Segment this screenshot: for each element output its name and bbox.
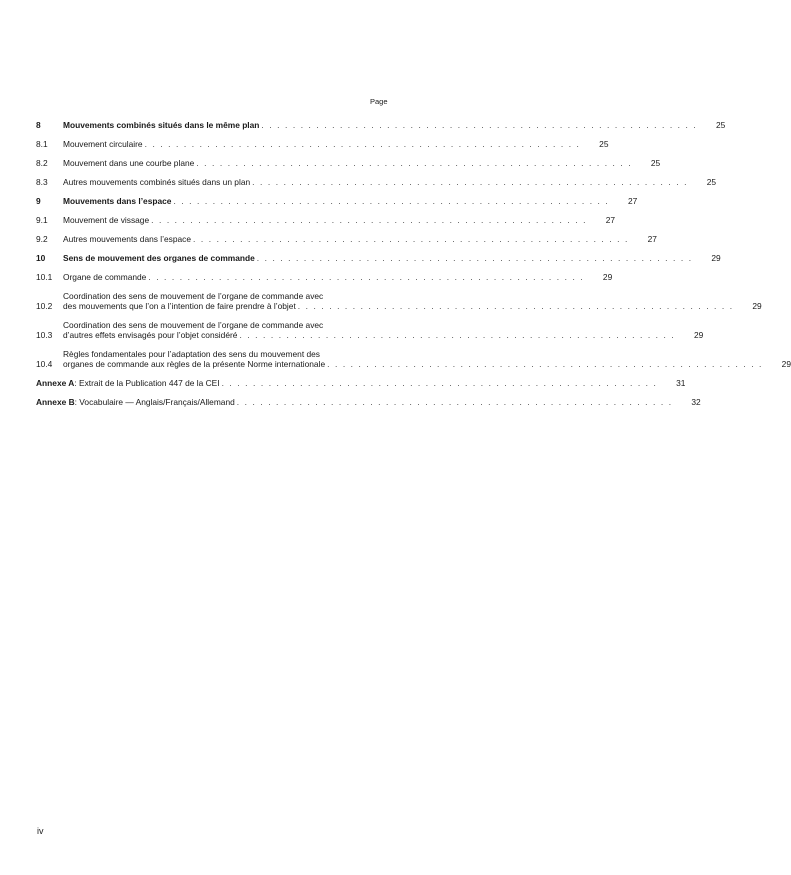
toc-entry-number: 9.1 (36, 215, 48, 225)
toc-entry-body (63, 177, 717, 187)
dot-leader: . . . . . . . . . . . . . . . . . . . . . . . . . . . . . . . . . . . . . . . . . . . . . . . . . . . . . . . . (221, 378, 658, 388)
toc-entry-number: 10.3 (36, 330, 53, 340)
toc-entry-page: 29 (602, 272, 613, 282)
toc-entry-page: 25 (650, 158, 661, 168)
toc-entry (36, 378, 686, 388)
toc-entry-page: 29 (781, 359, 791, 369)
toc-entry-body (63, 215, 616, 225)
toc-entry-title: : Extrait de la Publication 447 de la CEI (74, 378, 220, 388)
toc-entry (36, 320, 704, 340)
toc-entry-number: 10.4 (36, 359, 53, 369)
page-number: iv (37, 826, 44, 836)
toc-entry-number: 9.2 (36, 234, 48, 244)
toc-entry-title: Règles fondamentales pour l’adaptation des sens du mouvement des (63, 349, 320, 359)
toc-entry-page: 32 (691, 397, 701, 407)
toc-entry (36, 397, 701, 407)
toc-entry-body (63, 291, 762, 311)
dot-leader: . . . . . . . . . . . . . . . . . . . . . . . . . . . . . . . . . . . . . . . . . . . . . . . . . . . . . . . . (297, 301, 734, 311)
toc-entry-number: 8.1 (36, 139, 48, 149)
toc-entry-line (63, 330, 704, 340)
toc-entry-body (63, 253, 721, 263)
toc-entry-body (36, 378, 686, 388)
toc-entry-title: Coordination des sens de mouvement de l’organe de commande avec (63, 291, 324, 301)
toc-entry-title: Mouvement de vissage (63, 215, 150, 225)
toc-entry-line (63, 320, 389, 330)
toc-entry-number: 10.2 (36, 301, 53, 311)
toc-entry (36, 349, 791, 369)
toc-entry-title: Autres mouvements combinés situés dans un plan (63, 177, 251, 187)
annex-label: Annexe A (36, 378, 75, 388)
toc-entry-number: 8.2 (36, 158, 48, 168)
toc-entry-page: 29 (694, 330, 704, 340)
dot-leader: . . . . . . . . . . . . . . . . . . . . . . . . . . . . . . . . . . . . . . . . . . . . . . . . . . . . . . . . (193, 234, 629, 244)
toc-entry-line (63, 158, 661, 168)
toc-entry-body (63, 139, 609, 149)
dot-leader: . . . . . . . . . . . . . . . . . . . . . . . . . . . . . . . . . . . . . . . . . . . . . . . . . . . . . . . . (148, 272, 585, 282)
toc-entry-number: 9 (36, 196, 41, 206)
toc-entry-page: 25 (599, 139, 609, 149)
table-of-contents (36, 120, 791, 416)
toc-entry-body (63, 320, 704, 340)
toc-entry-line (63, 177, 717, 187)
dot-leader: . . . . . . . . . . . . . . . . . . . . . . . . . . . . . . . . . . . . . . . . . . . . . . . . . . . . . . . . (173, 196, 610, 206)
toc-entry-title: des mouvements que l’on a l’intention de faire prendre à l’objet (63, 301, 296, 311)
toc-entry-line (63, 139, 609, 149)
dot-leader: . . . . . . . . . . . . . . . . . . . . . . . . . . . . . . . . . . . . . . . . . . . . . . . . . . . . . . . . (236, 397, 673, 407)
toc-entry-page: 31 (676, 378, 686, 388)
toc-entry-body (63, 272, 613, 282)
toc-entry-body (63, 234, 657, 244)
toc-entry-line (63, 215, 616, 225)
toc-entry-line (63, 272, 613, 282)
dot-leader: . . . . . . . . . . . . . . . . . . . . . . . . . . . . . . . . . . . . . . . . . . . . . . . . . . . . . . . . (261, 120, 698, 130)
toc-entry-line (63, 234, 657, 244)
toc-entry (36, 215, 616, 225)
annex-label: Annexe B (36, 397, 75, 407)
toc-entry-page: 25 (715, 120, 726, 130)
toc-entry-line (63, 120, 726, 130)
toc-entry (36, 272, 613, 282)
toc-entry-page: 27 (628, 196, 638, 206)
toc-entry-body (63, 120, 726, 130)
toc-entry (36, 139, 609, 149)
dot-leader: . . . . . . . . . . . . . . . . . . . . . . . . . . . . . . . . . . . . . . . . . . . . . . . . . . . . . . . . (327, 359, 763, 369)
dot-leader: . . . . . . . . . . . . . . . . . . . . . . . . . . . . . . . . . . . . . . . . . . . . . . . . . . . . . . . . (252, 177, 689, 187)
dot-leader: . . . . . . . . . . . . . . . . . . . . . . . . . . . . . . . . . . . . . . . . . . . . . . . . . . . . . . . . (256, 253, 693, 263)
toc-entry-line (63, 349, 389, 359)
toc-entry (36, 291, 762, 311)
toc-entry-page: 25 (706, 177, 717, 187)
toc-entry (36, 196, 638, 206)
toc-entry (36, 234, 657, 244)
toc-entry-line (63, 301, 762, 311)
dot-leader: . . . . . . . . . . . . . . . . . . . . . . . . . . . . . . . . . . . . . . . . . . . . . . . . . . . . . . . . (239, 330, 676, 340)
toc-entry-title: Mouvements combinés situés dans le même plan (63, 120, 260, 130)
dot-leader: . . . . . . . . . . . . . . . . . . . . . . . . . . . . . . . . . . . . . . . . . . . . . . . . . . . . . . . . (196, 158, 633, 168)
toc-entry-line (63, 291, 389, 301)
toc-entry-line (63, 253, 721, 263)
toc-entry-number: 8 (36, 120, 41, 130)
toc-entry (36, 253, 721, 263)
toc-entry-body (63, 158, 661, 168)
toc-entry-title: Mouvement circulaire (63, 139, 143, 149)
toc-entry-body (63, 196, 638, 206)
toc-entry-page: 27 (605, 215, 616, 225)
dot-leader: . . . . . . . . . . . . . . . . . . . . . . . . . . . . . . . . . . . . . . . . . . . . . . . . . . . . . . . . (151, 215, 588, 225)
toc-entry (36, 120, 726, 130)
toc-entry-page: 29 (752, 301, 762, 311)
toc-entry-title: : Vocabulaire — Anglais/Français/Allemand (74, 397, 235, 407)
toc-entry-title: Organe de commande (63, 272, 147, 282)
toc-entry (36, 177, 717, 187)
toc-entry-title: Coordination des sens de mouvement de l’organe de commande avec (63, 320, 324, 330)
toc-entry-page: 27 (647, 234, 657, 244)
toc-entry-number: 10 (36, 253, 46, 263)
page-column-header: Page (370, 97, 388, 106)
toc-entry-page: 29 (711, 253, 721, 263)
toc-entry (36, 158, 661, 168)
toc-entry-line (36, 378, 686, 388)
toc-entry-number: 10.1 (36, 272, 53, 282)
dot-leader: . . . . . . . . . . . . . . . . . . . . . . . . . . . . . . . . . . . . . . . . . . . . . . . . . . . . . . . . (144, 139, 581, 149)
toc-entry-body (36, 397, 701, 407)
toc-entry-title: Mouvement dans une courbe plane (63, 158, 195, 168)
toc-entry-title: Autres mouvements dans l’espace (63, 234, 192, 244)
toc-entry-line (36, 397, 701, 407)
toc-entry-line (63, 196, 638, 206)
toc-entry-body (63, 349, 791, 369)
toc-entry-title: Sens de mouvement des organes de commande (63, 253, 255, 263)
toc-entry-title: Mouvements dans l’espace (63, 196, 172, 206)
toc-entry-number: 8.3 (36, 177, 48, 187)
toc-entry-title: organes de commande aux règles de la présente Norme internationale (63, 359, 326, 369)
toc-entry-title: d’autres effets envisagés pour l’objet considéré (63, 330, 238, 340)
toc-entry-line (63, 359, 791, 369)
